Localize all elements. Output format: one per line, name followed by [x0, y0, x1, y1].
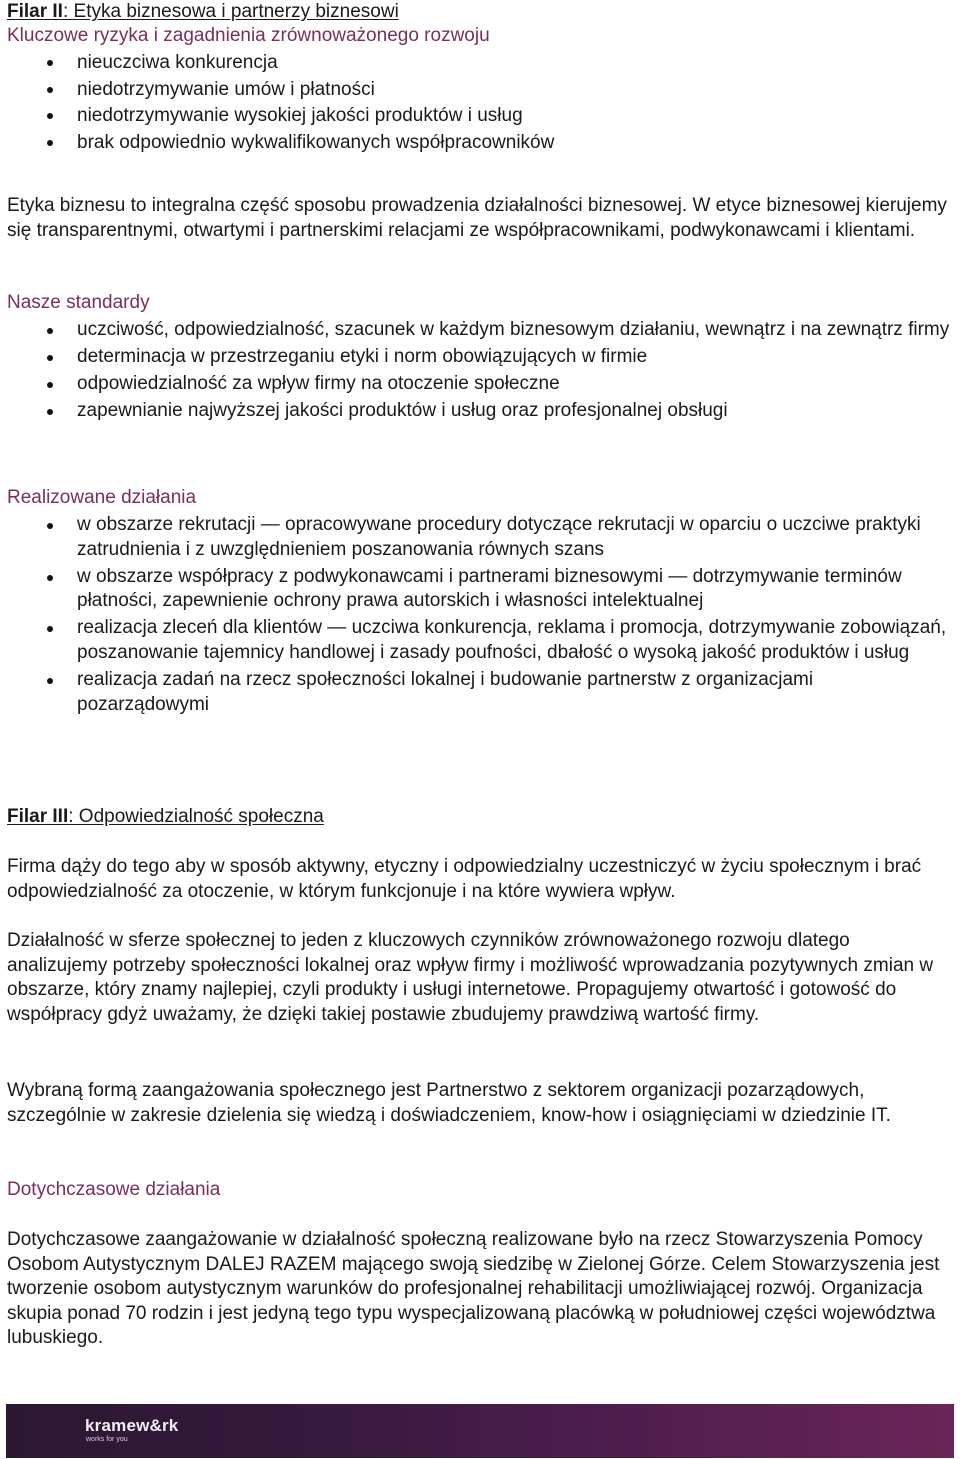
list-item: brak odpowiednio wykwalifikowanych współpracowników — [0, 130, 950, 157]
bullet-icon — [47, 678, 53, 684]
list-item: w obszarze współpracy z podwykonawcami i partnerami biznesowymi — dotrzymywanie terminów płatności, zapewnienie ochrony prawa autorskich i własności intelektualnej — [0, 565, 950, 614]
list-item: niedotrzymywanie wysokiej jakości produktów i usług — [0, 103, 950, 130]
bullet-icon — [47, 113, 53, 119]
bullet-icon — [47, 328, 53, 334]
company-logo — [85, 1417, 178, 1444]
ethics-intro-paragraph: Etyka biznesu to integralna część sposobu prowadzenia działalności biznesowej. W etyce biznesowej kierujemy się transparentnymi, otwartymi i partnerskimi relacjami ze współpracownikami, podwykonawcami i klientami. — [7, 195, 947, 241]
social-paragraph-3: Wybraną formą zaangażowania społecznego jest Partnerstwo z sektorem organizacji pozarządowych, szczególnie w zakresie dzielenia się wiedzą i doświadczeniem, know-how i osiągnięciami w dziedzinie IT. — [7, 1080, 891, 1126]
list-item: odpowiedzialność za wpływ firmy na otoczenie społeczne — [0, 372, 950, 397]
standards-list — [0, 318, 950, 424]
bullet-icon — [47, 140, 53, 146]
actions-heading: Realizowane działania — [7, 487, 197, 508]
bullet-icon — [47, 60, 53, 66]
social-paragraph-2: Działalność w sferze społecznej to jeden z kluczowych czynników zrównoważonego rozwoju dlatego analizujemy potrzeby społeczności lokalnej oraz wpływ firmy i możliwość wprowadzania pozytywnych zmian w obszarze, który znamy najlepiej, czyli produkty i usługi internetowe. Propagujemy otwartość i gotowość do współpracy gdyż uważamy, że dzięki takiej postawie zbudujemy prawdziwą wartość firmy. — [7, 930, 934, 1025]
section-title-filar-3: Filar III: Odpowiedzialność społeczna — [7, 806, 324, 827]
list-item: realizacja zadań na rzecz społeczności lokalnej i budowanie partnerstw z organizacjami pozarządowymi — [0, 668, 950, 717]
bullet-icon — [47, 626, 53, 632]
list-item: determinacja w przestrzeganiu etyki i norm obowiązujących w firmie — [0, 345, 950, 370]
list-item: w obszarze rekrutacji — opracowywane procedury dotyczące rekrutacji w oparciu o uczciwe praktyki zatrudnienia i z uwzględnieniem poszanowania równych szans — [0, 513, 950, 562]
list-item: zapewnianie najwyższej jakości produktów i usług oraz profesjonalnej obsługi — [0, 399, 950, 424]
social-paragraph-4: Dotychczasowe zaangażowanie w działalność społeczną realizowane było na rzecz Stowarzyszenia Pomocy Osobom Autystycznym DALEJ RAZEM mającego swoją siedzibę w Zielonej Górze. Celem Stowarzyszenia jest tworzenie osobom autystycznym warunków do profesjonalnej rehabilitacji umożliwiającej rozwój. Organizacja skupia ponad 70 rodzin i jest jedyną tego typu wyspecjalizowaną placówką w południowej części województwa lubuskiego. — [7, 1229, 940, 1349]
logo-tagline: works for you — [86, 1436, 128, 1443]
bullet-icon — [47, 409, 53, 415]
bullet-icon — [47, 523, 53, 529]
standards-heading: Nasze standardy — [7, 292, 150, 313]
bullet-icon — [47, 382, 53, 388]
bullet-icon — [47, 575, 53, 581]
past-actions-heading: Dotychczasowe działania — [7, 1179, 221, 1200]
list-item: realizacja zleceń dla klientów — uczciwa konkurencja, reklama i promocja, dotrzymywanie zobowiązań, poszanowanie tajemnicy handlowej i zasady poufności, dbałość o wysoką jakość produktów i usług — [0, 616, 950, 665]
list-item: niedotrzymywanie umów i płatności — [0, 77, 950, 104]
section-title-filar-2: Filar II: Etyka biznesowa i partnerzy biznesowi — [7, 1, 399, 22]
list-item: nieuczciwa konkurencja — [0, 50, 950, 77]
logo-wordmark: kramew&rk — [85, 1416, 179, 1435]
list-item: uczciwość, odpowiedzialność, szacunek w każdym biznesowym działaniu, wewnątrz i na zewnątrz firmy — [0, 318, 950, 343]
risks-list — [0, 50, 950, 156]
bullet-icon — [47, 87, 53, 93]
risks-heading: Kluczowe ryzyka i zagadnienia zrównoważonego rozwoju — [7, 25, 490, 46]
actions-list — [0, 513, 950, 717]
bullet-icon — [47, 355, 53, 361]
social-paragraph-1: Firma dąży do tego aby w sposób aktywny, etyczny i odpowiedzialny uczestniczyć w życiu społecznym i brać odpowiedzialność za otoczenie, w którym funkcjonuje i na które wywiera wpływ. — [7, 856, 922, 902]
